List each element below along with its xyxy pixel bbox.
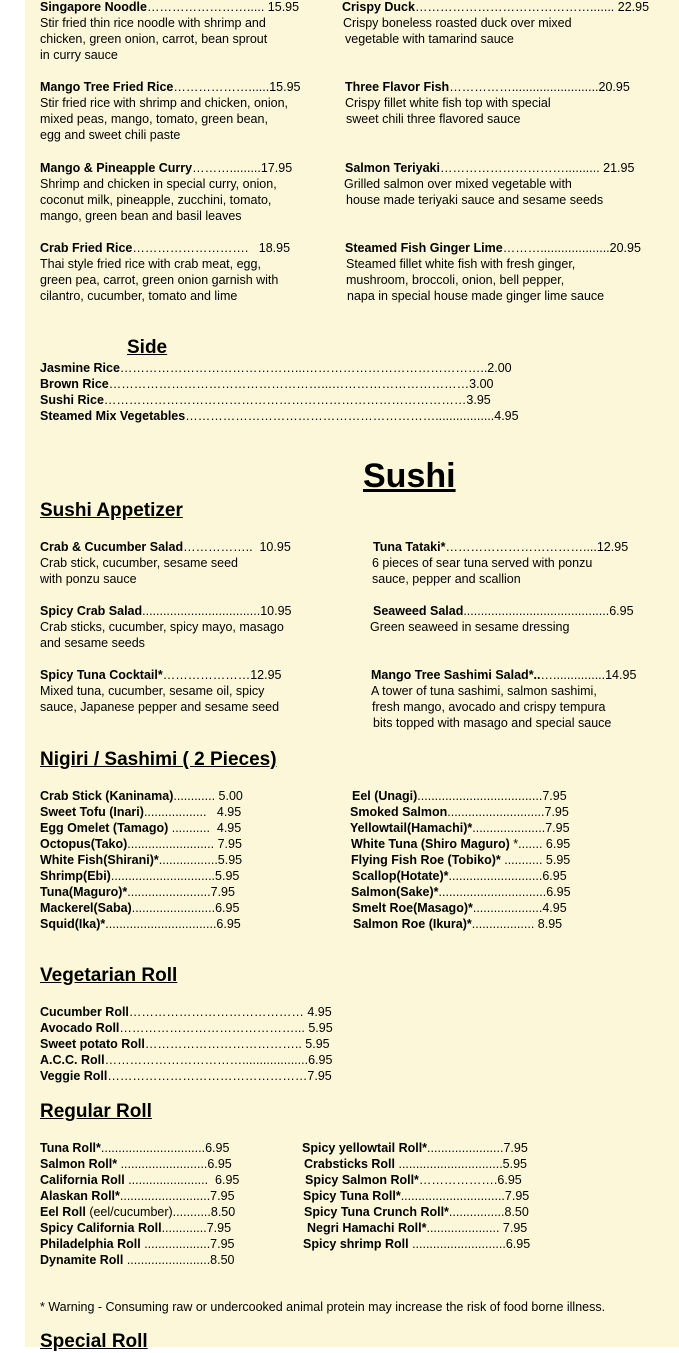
menu-item-price: ...........................6.95 — [448, 869, 567, 883]
menu-item-description: egg and sweet chili paste — [40, 128, 181, 142]
menu-item-name: A.C.C. Roll — [40, 1053, 105, 1067]
menu-item-title-row — [40, 408, 519, 424]
menu-item-price: …...............14.95 — [540, 668, 637, 682]
menu-item-description: coconut milk, pineapple, zucchini, tomato, — [40, 193, 272, 207]
menu-item-name: Egg Omelet (Tamago) — [40, 821, 169, 835]
menu-item-title-row — [40, 1052, 332, 1068]
menu-item-name: Scallop(Hotate)* — [352, 869, 449, 883]
menu-item-price: ………………………. 18.95 — [132, 241, 291, 255]
menu-item-description: Stir fried rice with shrimp and chicken, onion, — [40, 96, 289, 110]
menu-item-title-row — [307, 1220, 527, 1236]
menu-item-description: Shrimp and chicken in special curry, onion, — [40, 177, 277, 191]
menu-item-description: 6 pieces of sear tuna served with ponzu — [372, 556, 593, 570]
menu-item-price: ..........................................6.95 — [463, 604, 634, 618]
menu-item-description: Steamed fillet white fish with fresh ginger, — [346, 257, 576, 271]
menu-item-price: ....................................7.95 — [417, 789, 567, 803]
menu-item-price: ......................... 7.95 — [127, 837, 242, 851]
menu-item-name: Smelt Roe(Masago)* — [352, 901, 473, 915]
menu-item-title-row — [40, 1236, 235, 1252]
menu-item-title-row — [40, 1172, 239, 1188]
menu-item-price: ..............................5.95 — [395, 1157, 528, 1171]
special-roll-heading: Special Roll — [40, 1331, 148, 1352]
menu-item-title-row — [40, 1188, 235, 1204]
menu-item-description: sauce, Japanese pepper and sesame seed — [40, 700, 280, 714]
nigiri-heading: Nigiri / Sashimi ( 2 Pieces) — [40, 749, 277, 770]
menu-item-name: Sweet potato Roll — [40, 1037, 145, 1051]
menu-item-description: Mixed tuna, cucumber, sesame oil, spicy — [40, 684, 265, 698]
menu-item-price: ............ 5.00 — [173, 789, 243, 803]
menu-item-name: Crispy Duck — [342, 0, 415, 14]
menu-item-description: mushroom, broccoli, onion, bell pepper, — [346, 273, 565, 287]
menu-item-title-row — [40, 1068, 332, 1084]
menu-item-price: (eel/cucumber)...........8.50 — [85, 1205, 236, 1219]
menu-item-price: ..........................7.95 — [119, 1189, 235, 1203]
menu-item-name: Tuna Tataki* — [373, 540, 446, 554]
menu-item-title-row — [40, 1140, 229, 1156]
menu-item-name: Negri Hamachi Roll* — [307, 1221, 427, 1235]
menu-item-title-row — [40, 836, 242, 852]
menu-item-description: Thai style fried rice with crab meat, egg, — [40, 257, 261, 271]
menu-item-price: ....................4.95 — [472, 901, 567, 915]
menu-item-title-row — [40, 1036, 330, 1052]
menu-item-title-row — [40, 852, 242, 868]
menu-item-description: cilantro, cucumber, tomato and lime — [40, 289, 238, 303]
menu-item-title-row — [40, 916, 241, 932]
menu-item-name: Spicy Tuna Cocktail* — [40, 668, 163, 682]
menu-item-price: …………….. 10.95 — [183, 540, 291, 554]
menu-item-name: Salmon Roll* — [40, 1157, 118, 1171]
menu-item-description: chicken, green onion, carrot, bean sprout — [40, 32, 268, 46]
menu-item-price: …………………………………………………….................4.95 — [185, 409, 519, 423]
menu-item-price: ..............................7.95 — [400, 1189, 530, 1203]
vegetarian-heading: Vegetarian Roll — [40, 965, 178, 986]
menu-item-name: Spicy California Roll — [40, 1221, 162, 1235]
menu-item-title-row — [40, 820, 241, 836]
menu-item-price: .....................7.95 — [472, 821, 570, 835]
menu-item-name: Yellowtail(Hamachi)* — [350, 821, 473, 835]
side-heading: Side — [127, 337, 168, 358]
menu-item-price: …………….........................20.95 — [449, 80, 630, 94]
menu-item-title-row — [40, 1220, 231, 1236]
menu-item-title-row — [352, 900, 567, 916]
menu-item-title-row — [40, 868, 239, 884]
menu-item-price: ........................8.50 — [123, 1253, 235, 1267]
menu-item-description: in curry sauce — [40, 48, 118, 62]
menu-item-description: and sesame seeds — [40, 636, 145, 650]
menu-item-title-row — [40, 1156, 232, 1172]
menu-item-price: ……………….6.95 — [418, 1173, 522, 1187]
menu-item-price: ……………………………....12.95 — [445, 540, 629, 554]
menu-item-price: ............................7.95 — [447, 805, 569, 819]
menu-item-title-row — [350, 804, 569, 820]
menu-item-name: White Tuna (Shiro Maguro) — [351, 837, 510, 851]
menu-item-description: sweet chili three flavored sauce — [346, 112, 521, 126]
menu-item-name: Octopus(Tako) — [40, 837, 128, 851]
menu-item-name: Crab & Cucumber Salad — [40, 540, 184, 554]
menu-item-title-row — [373, 603, 634, 619]
menu-item-price: ..................... 7.95 — [426, 1221, 528, 1235]
menu-item-price: ..............................5.95 — [110, 869, 240, 883]
menu-item-price: ………....................20.95 — [502, 241, 641, 255]
menu-item-name: Steamed Fish Ginger Lime — [345, 241, 503, 255]
menu-item-title-row — [305, 1172, 522, 1188]
menu-item-title-row — [40, 603, 291, 619]
menu-item-price: ................8.50 — [448, 1205, 529, 1219]
menu-item-name: Steamed Mix Vegetables — [40, 409, 186, 423]
menu-item-price: ……………………………….. 5.95 — [144, 1037, 330, 1051]
menu-item-description: Grilled salmon over mixed vegetable with — [344, 177, 572, 191]
menu-item-description: green pea, carrot, green onion garnish with — [40, 273, 279, 287]
menu-item-description: mixed peas, mango, tomato, green bean, — [40, 112, 268, 126]
menu-item-title-row — [40, 788, 243, 804]
menu-item-price: ........................6.95 — [131, 901, 240, 915]
menu-item-name: Jasmine Rice — [40, 361, 120, 375]
menu-item-description: Crispy boneless roasted duck over mixed — [343, 16, 572, 30]
menu-item-name: Spicy Salmon Roll* — [305, 1173, 419, 1187]
menu-item-price: ……………………………………………...……………………………3.00 — [108, 377, 494, 391]
menu-item-name: Tuna Roll* — [40, 1141, 101, 1155]
menu-item-title-row — [304, 1156, 527, 1172]
menu-item-title-row — [303, 1188, 529, 1204]
menu-item-name: Cucumber Roll — [40, 1005, 129, 1019]
menu-item-title-row — [350, 820, 570, 836]
sushi-heading: Sushi — [363, 457, 456, 495]
menu-item-price: …………………12.95 — [162, 668, 282, 682]
menu-item-title-row — [345, 160, 634, 176]
menu-item-title-row — [40, 667, 282, 683]
menu-item-name: Salmon Teriyaki — [345, 161, 440, 175]
menu-item-price: ........... 4.95 — [168, 821, 242, 835]
menu-item-title-row — [40, 1020, 333, 1036]
menu-item-price: ..............................6.95 — [100, 1141, 230, 1155]
menu-item-title-row — [40, 0, 299, 15]
menu-item-title-row — [345, 240, 641, 256]
menu-item-description: Green seaweed in sesame dressing — [370, 620, 570, 634]
menu-item-price: ................................6.95 — [105, 917, 241, 931]
menu-item-description: Crab stick, cucumber, sesame seed — [40, 556, 238, 570]
menu-item-name: Singapore Noodle — [40, 0, 147, 14]
menu-item-title-row — [40, 376, 494, 392]
menu-item-name: Three Flavor Fish — [345, 80, 450, 94]
menu-item-name: Smoked Salmon — [350, 805, 448, 819]
menu-item-title-row — [40, 539, 291, 555]
menu-item-title-row — [40, 240, 290, 256]
menu-item-name: Mango Tree Sashimi Salad*.. — [371, 668, 541, 682]
menu-item-name: Seaweed Salad — [373, 604, 464, 618]
menu-item-title-row — [303, 1236, 530, 1252]
menu-item-name: Salmon(Sake)* — [351, 885, 439, 899]
menu-item-price: ........... 5.95 — [500, 853, 571, 867]
menu-item-description: napa in special house made ginger lime sauce — [347, 289, 605, 303]
menu-item-name: Crabsticks Roll — [304, 1157, 396, 1171]
menu-item-price: .................. 4.95 — [143, 805, 242, 819]
menu-item-name: Mango & Pineapple Curry — [40, 161, 193, 175]
menu-item-title-row — [351, 836, 570, 852]
menu-item-price: ....................... 6.95 — [124, 1173, 240, 1187]
menu-item-price: …………………………………………7.95 — [107, 1069, 332, 1083]
menu-item-title-row — [40, 900, 239, 916]
menu-item-price: ...............................6.95 — [438, 885, 571, 899]
menu-item-price: ……………………………………...……………………………………..2.00 — [119, 361, 512, 375]
menu-item-name: Spicy shrimp Roll — [303, 1237, 409, 1251]
sushi-appetizer-heading: Sushi Appetizer — [40, 500, 183, 521]
menu-item-price: ...................7.95 — [140, 1237, 235, 1251]
menu-item-name: Spicy yellowtail Roll* — [302, 1141, 428, 1155]
menu-item-description: Crispy fillet white fish top with special — [345, 96, 551, 110]
menu-item-price: ........................7.95 — [127, 885, 235, 899]
menu-item-name: Philadelphia Roll — [40, 1237, 141, 1251]
menu-item-title-row — [40, 1004, 332, 1020]
menu-item-name: Sweet Tofu (Inari) — [40, 805, 144, 819]
menu-item-title-row — [40, 360, 512, 376]
menu-item-name: Dynamite Roll — [40, 1253, 124, 1267]
menu-item-price: ………………......15.95 — [173, 80, 301, 94]
menu-item-price: ……….........17.95 — [192, 161, 293, 175]
menu-item-description: A tower of tuna sashimi, salmon sashimi, — [371, 684, 597, 698]
menu-item-price: ……………………………………....... 22.95 — [414, 0, 650, 14]
menu-item-description: bits topped with masago and special sauce — [373, 716, 612, 730]
menu-item-title-row — [351, 884, 571, 900]
regular-heading: Regular Roll — [40, 1101, 152, 1122]
menu-item-price: …………………………………… 4.95 — [128, 1005, 332, 1019]
menu-item-name: Sushi Rice — [40, 393, 104, 407]
menu-item-name: Tuna(Maguro)* — [40, 885, 128, 899]
menu-item-title-row — [40, 79, 301, 95]
menu-item-title-row — [40, 1204, 235, 1220]
menu-item-title-row — [302, 1140, 528, 1156]
menu-item-title-row — [353, 916, 562, 932]
menu-item-name: Flying Fish Roe (Tobiko)* — [351, 853, 501, 867]
menu-item-description: fresh mango, avocado and crispy tempura — [372, 700, 606, 714]
menu-item-price: ......................7.95 — [427, 1141, 528, 1155]
menu-item-description: house made teriyaki sauce and sesame seeds — [346, 193, 604, 207]
menu-item-name: Eel (Unagi) — [352, 789, 418, 803]
menu-item-title-row — [40, 160, 292, 176]
menu-item-name: Spicy Tuna Roll* — [303, 1189, 401, 1203]
menu-item-description: mango, green bean and basil leaves — [40, 209, 242, 223]
menu-item-name: Mango Tree Fried Rice — [40, 80, 174, 94]
menu-item-name: Avocado Roll — [40, 1021, 120, 1035]
menu-item-price: .................5.95 — [158, 853, 243, 867]
menu-item-title-row — [342, 0, 649, 15]
menu-item-title-row — [40, 1252, 235, 1268]
menu-item-name: Spicy Crab Salad — [40, 604, 143, 618]
menu-item-name: Brown Rice — [40, 377, 109, 391]
menu-item-description: vegetable with tamarind sauce — [345, 32, 514, 46]
menu-item-price: ……………………..... 15.95 — [146, 0, 300, 14]
menu-item-name: Crab Fried Rice — [40, 241, 133, 255]
menu-item-description: with ponzu sauce — [40, 572, 137, 586]
menu-item-title-row — [352, 788, 567, 804]
menu-item-name: California Roll — [40, 1173, 125, 1187]
menu-item-title-row — [351, 852, 570, 868]
menu-item-name: Crab Stick (Kaninama) — [40, 789, 174, 803]
menu-item-price: .................. 8.95 — [471, 917, 563, 931]
menu-item-price: .............7.95 — [161, 1221, 232, 1235]
menu-item-price: .........................6.95 — [117, 1157, 232, 1171]
menu-item-name: Eel Roll — [40, 1205, 86, 1219]
menu-item-name: Veggie Roll — [40, 1069, 108, 1083]
menu-item-price: ………………………….......... 21.95 — [439, 161, 635, 175]
menu-item-name: Alaskan Roll* — [40, 1189, 120, 1203]
menu-item-description: Stir fried thin rice noodle with shrimp and — [40, 16, 266, 30]
menu-item-description: sauce, pepper and scallion — [372, 572, 521, 586]
menu-item-name: Spicy Tuna Crunch Roll* — [304, 1205, 449, 1219]
menu-item-price: ……………………………………... 5.95 — [119, 1021, 333, 1035]
menu-item-price: ..................................10.95 — [142, 604, 292, 618]
menu-item-title-row — [304, 1204, 529, 1220]
menu-item-title-row — [345, 79, 630, 95]
menu-item-name: Shrimp(Ebi) — [40, 869, 111, 883]
menu-item-title-row — [352, 868, 567, 884]
menu-item-price: ……………………………...................6.95 — [104, 1053, 333, 1067]
menu-item-title-row — [371, 667, 636, 683]
menu-item-name: Salmon Roe (Ikura)* — [353, 917, 472, 931]
menu-item-price: *....... 6.95 — [509, 837, 571, 851]
menu-item-name: Squid(Ika)* — [40, 917, 106, 931]
menu-item-title-row — [40, 392, 491, 408]
menu-item-name: White Fish(Shirani)* — [40, 853, 159, 867]
menu-item-description: Crab sticks, cucumber, spicy mayo, masago — [40, 620, 284, 634]
menu-item-price: ...........................6.95 — [408, 1237, 531, 1251]
menu-item-name: Mackerel(Saba) — [40, 901, 132, 915]
menu-item-title-row — [373, 539, 628, 555]
menu-item-price: ……………………………………………………………………………3.95 — [103, 393, 491, 407]
menu-item-title-row — [40, 884, 235, 900]
menu-item-title-row — [40, 804, 241, 820]
raw-food-warning: * Warning - Consuming raw or undercooked animal protein may increase the risk of food borne illness. — [40, 1300, 606, 1314]
